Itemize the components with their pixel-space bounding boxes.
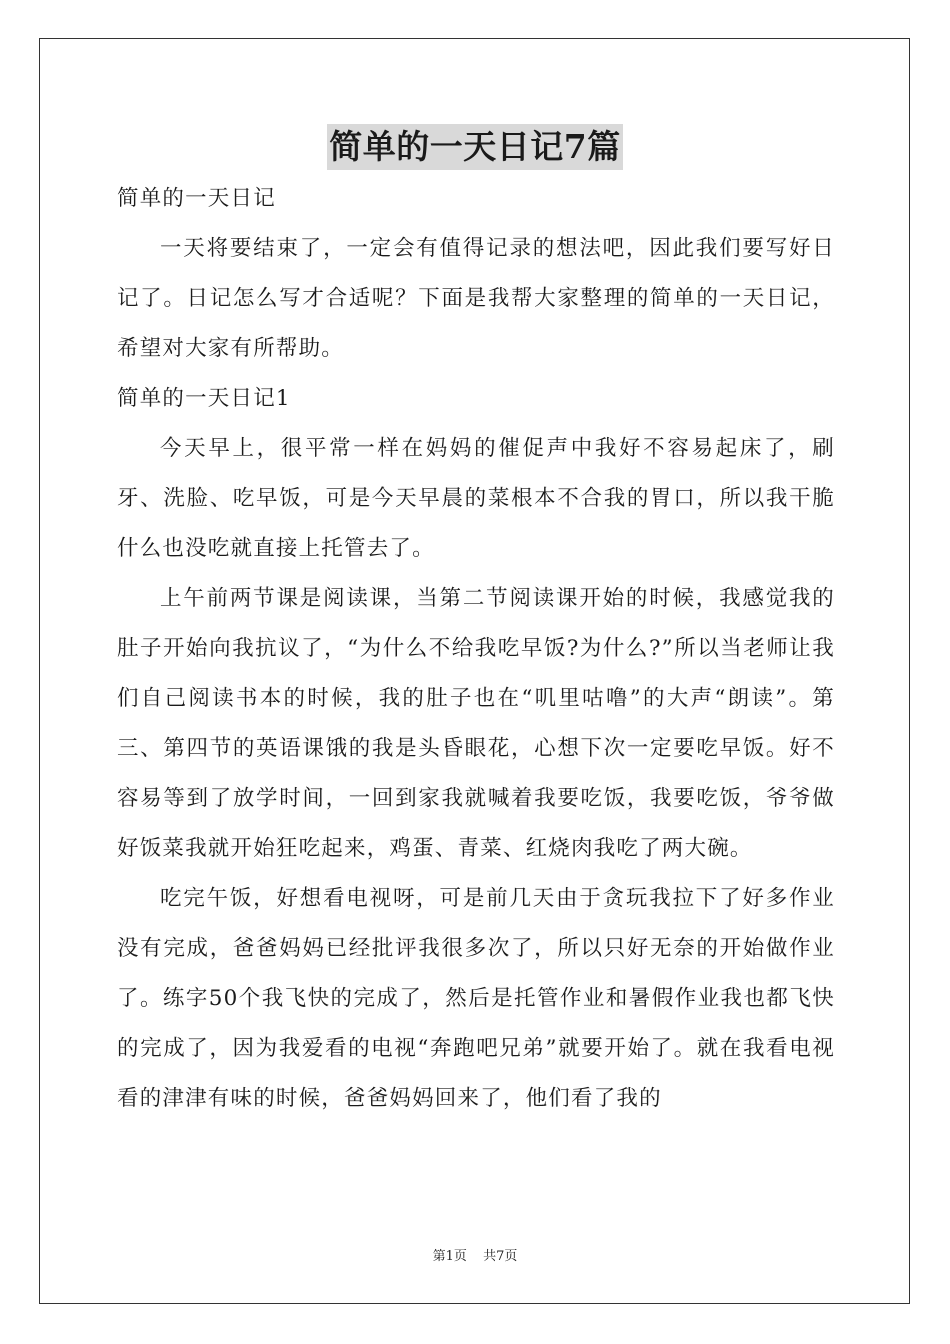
page-total: 共7页	[483, 1249, 518, 1264]
section-heading: 简单的一天日记1	[117, 386, 291, 411]
page-number: 第1页	[432, 1249, 467, 1264]
paragraph: 一天将要结束了，一定会有值得记录的想法吧，因此我们要写好日记了。日记怎么写才合适呢？下面是我帮大家整理的简单的一天日记，希望对大家有所帮助。	[117, 236, 835, 361]
title-container	[0, 124, 950, 170]
paragraph: 上午前两节课是阅读课，当第二节阅读课开始的时候，我感觉我的肚子开始向我抗议了，“为什么不给我吃早饭?为什么?”所以当老师让我们自己阅读书本的时候，我的肚子也在“叽里咕噜”的大声“朗读”。第三、第四节的英语课饿的我是头昏眼花，心想下次一定要吃早饭。好不容易等到了放学时间，一回到家我就喊着我要吃饭，我要吃饭，爷爷做好饭菜我就开始狂吃起来，鸡蛋、青菜、红烧肉我吃了两大碗。	[117, 586, 835, 861]
section-heading: 简单的一天日记	[117, 186, 276, 211]
paragraph: 今天早上，很平常一样在妈妈的催促声中我好不容易起床了，刷牙、洗脸、吃早饭，可是今天早晨的菜根本不合我的胃口，所以我干脆什么也没吃就直接上托管去了。	[117, 436, 835, 561]
paragraph: 吃完午饭，好想看电视呀，可是前几天由于贪玩我拉下了好多作业没有完成，爸爸妈妈已经批评我很多次了，所以只好无奈的开始做作业了。练字50个我飞快的完成了，然后是托管作业和暑假作业我也都飞快的完成了，因为我爱看的电视“奔跑吧兄弟”就要开始了。就在我看电视看的津津有味的时候，爸爸妈妈回来了，他们看了我的	[117, 886, 835, 1111]
page-footer	[0, 1245, 950, 1264]
document-title: 简单的一天日记7篇	[327, 124, 622, 170]
document-body	[117, 174, 835, 1124]
